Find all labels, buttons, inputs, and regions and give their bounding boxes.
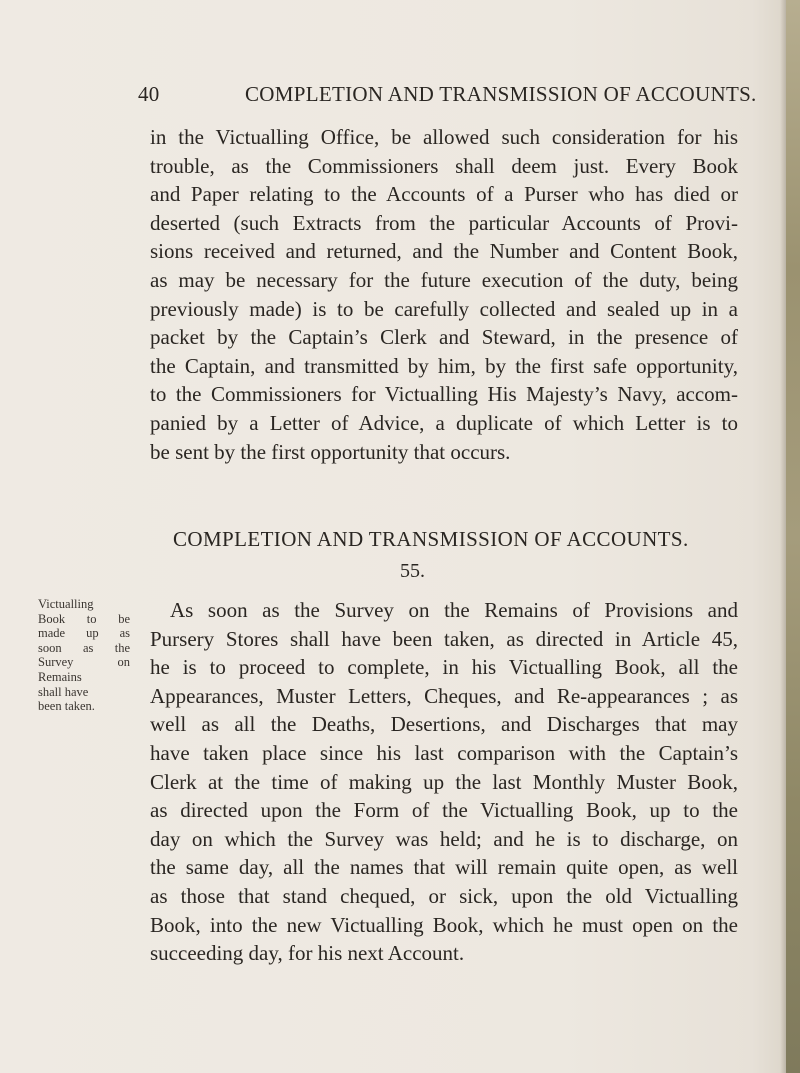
- text-line: the same day, all the names that will remain quite open, as well: [150, 855, 738, 880]
- text-line: as those that stand chequed, or sick, upon the old Victualling: [150, 883, 738, 908]
- marginal-note-line: Book to be: [38, 611, 130, 626]
- text-line: deserted (such Extracts from the particular Accounts of Provi-: [150, 210, 738, 235]
- text-line: trouble, as the Commissioners shall deem just. Every Book: [150, 153, 738, 178]
- text-line: Clerk at the time of making up the last Monthly Muster Book,: [150, 769, 738, 794]
- text-line: Pursery Stores shall have been taken, as directed in Article 45,: [150, 626, 738, 651]
- text-line: as may be necessary for the future execution of the duty, being: [150, 267, 738, 292]
- marginal-note-line: Survey on: [38, 655, 130, 670]
- text-line: as directed upon the Form of the Victualling Book, up to the: [150, 798, 738, 823]
- text-line: have taken place since his last comparison with the Captain’s: [150, 740, 738, 765]
- text-line: As soon as the Survey on the Remains of Provisions and: [170, 598, 738, 622]
- marginal-note-line: shall have: [38, 684, 89, 699]
- text-line: Appearances, Muster Letters, Cheques, and Re-appearances ; as: [150, 683, 738, 708]
- text-line: previously made) is to be carefully collected and sealed up in a: [150, 296, 738, 321]
- text-line: succeeding day, for his next Account.: [150, 941, 465, 966]
- marginal-note-line: Remains: [38, 669, 82, 684]
- section-heading: COMPLETION AND TRANSMISSION OF ACCOUNTS.: [173, 527, 689, 551]
- marginal-note-line: made up as: [38, 626, 130, 641]
- marginal-note-line: Victualling: [38, 597, 94, 611]
- text-line: day on which the Survey was held; and he is to discharge, on: [150, 826, 738, 851]
- running-title: COMPLETION AND TRANSMISSION OF ACCOUNTS.: [245, 82, 757, 106]
- text-line: the Captain, and transmitted by him, by the first safe opportunity,: [150, 353, 738, 378]
- text-line: well as all the Deaths, Desertions, and Discharges that may: [150, 712, 738, 737]
- section-paragraph: [150, 596, 738, 968]
- text-line: be sent by the first opportunity that occurs.: [150, 439, 511, 464]
- text-line: sions received and returned, and the Number and Content Book,: [150, 239, 738, 264]
- text-line: Book, into the new Victualling Book, which he must open on the: [150, 912, 738, 937]
- page-edge: [786, 0, 800, 1073]
- marginal-note-line: soon as the: [38, 640, 130, 655]
- text-line: to the Commissioners for Victualling His Majesty’s Navy, accom-: [150, 382, 738, 407]
- text-line: and Paper relating to the Accounts of a Purser who has died or: [150, 182, 738, 207]
- running-head: [138, 82, 757, 108]
- text-line: panied by a Letter of Advice, a duplicate of which Letter is to: [150, 410, 738, 435]
- section-number: 55.: [400, 560, 425, 582]
- continued-paragraph: [150, 123, 738, 466]
- page-number: 40: [138, 82, 160, 106]
- text-line: he is to proceed to complete, in his Victualling Book, all the: [150, 655, 738, 680]
- marginal-note: [38, 597, 130, 714]
- marginal-note-line: been taken.: [38, 699, 95, 714]
- text-line: in the Victualling Office, be allowed such consideration for his: [150, 125, 738, 149]
- text-line: packet by the Captain’s Clerk and Steward, in the presence of: [150, 325, 738, 350]
